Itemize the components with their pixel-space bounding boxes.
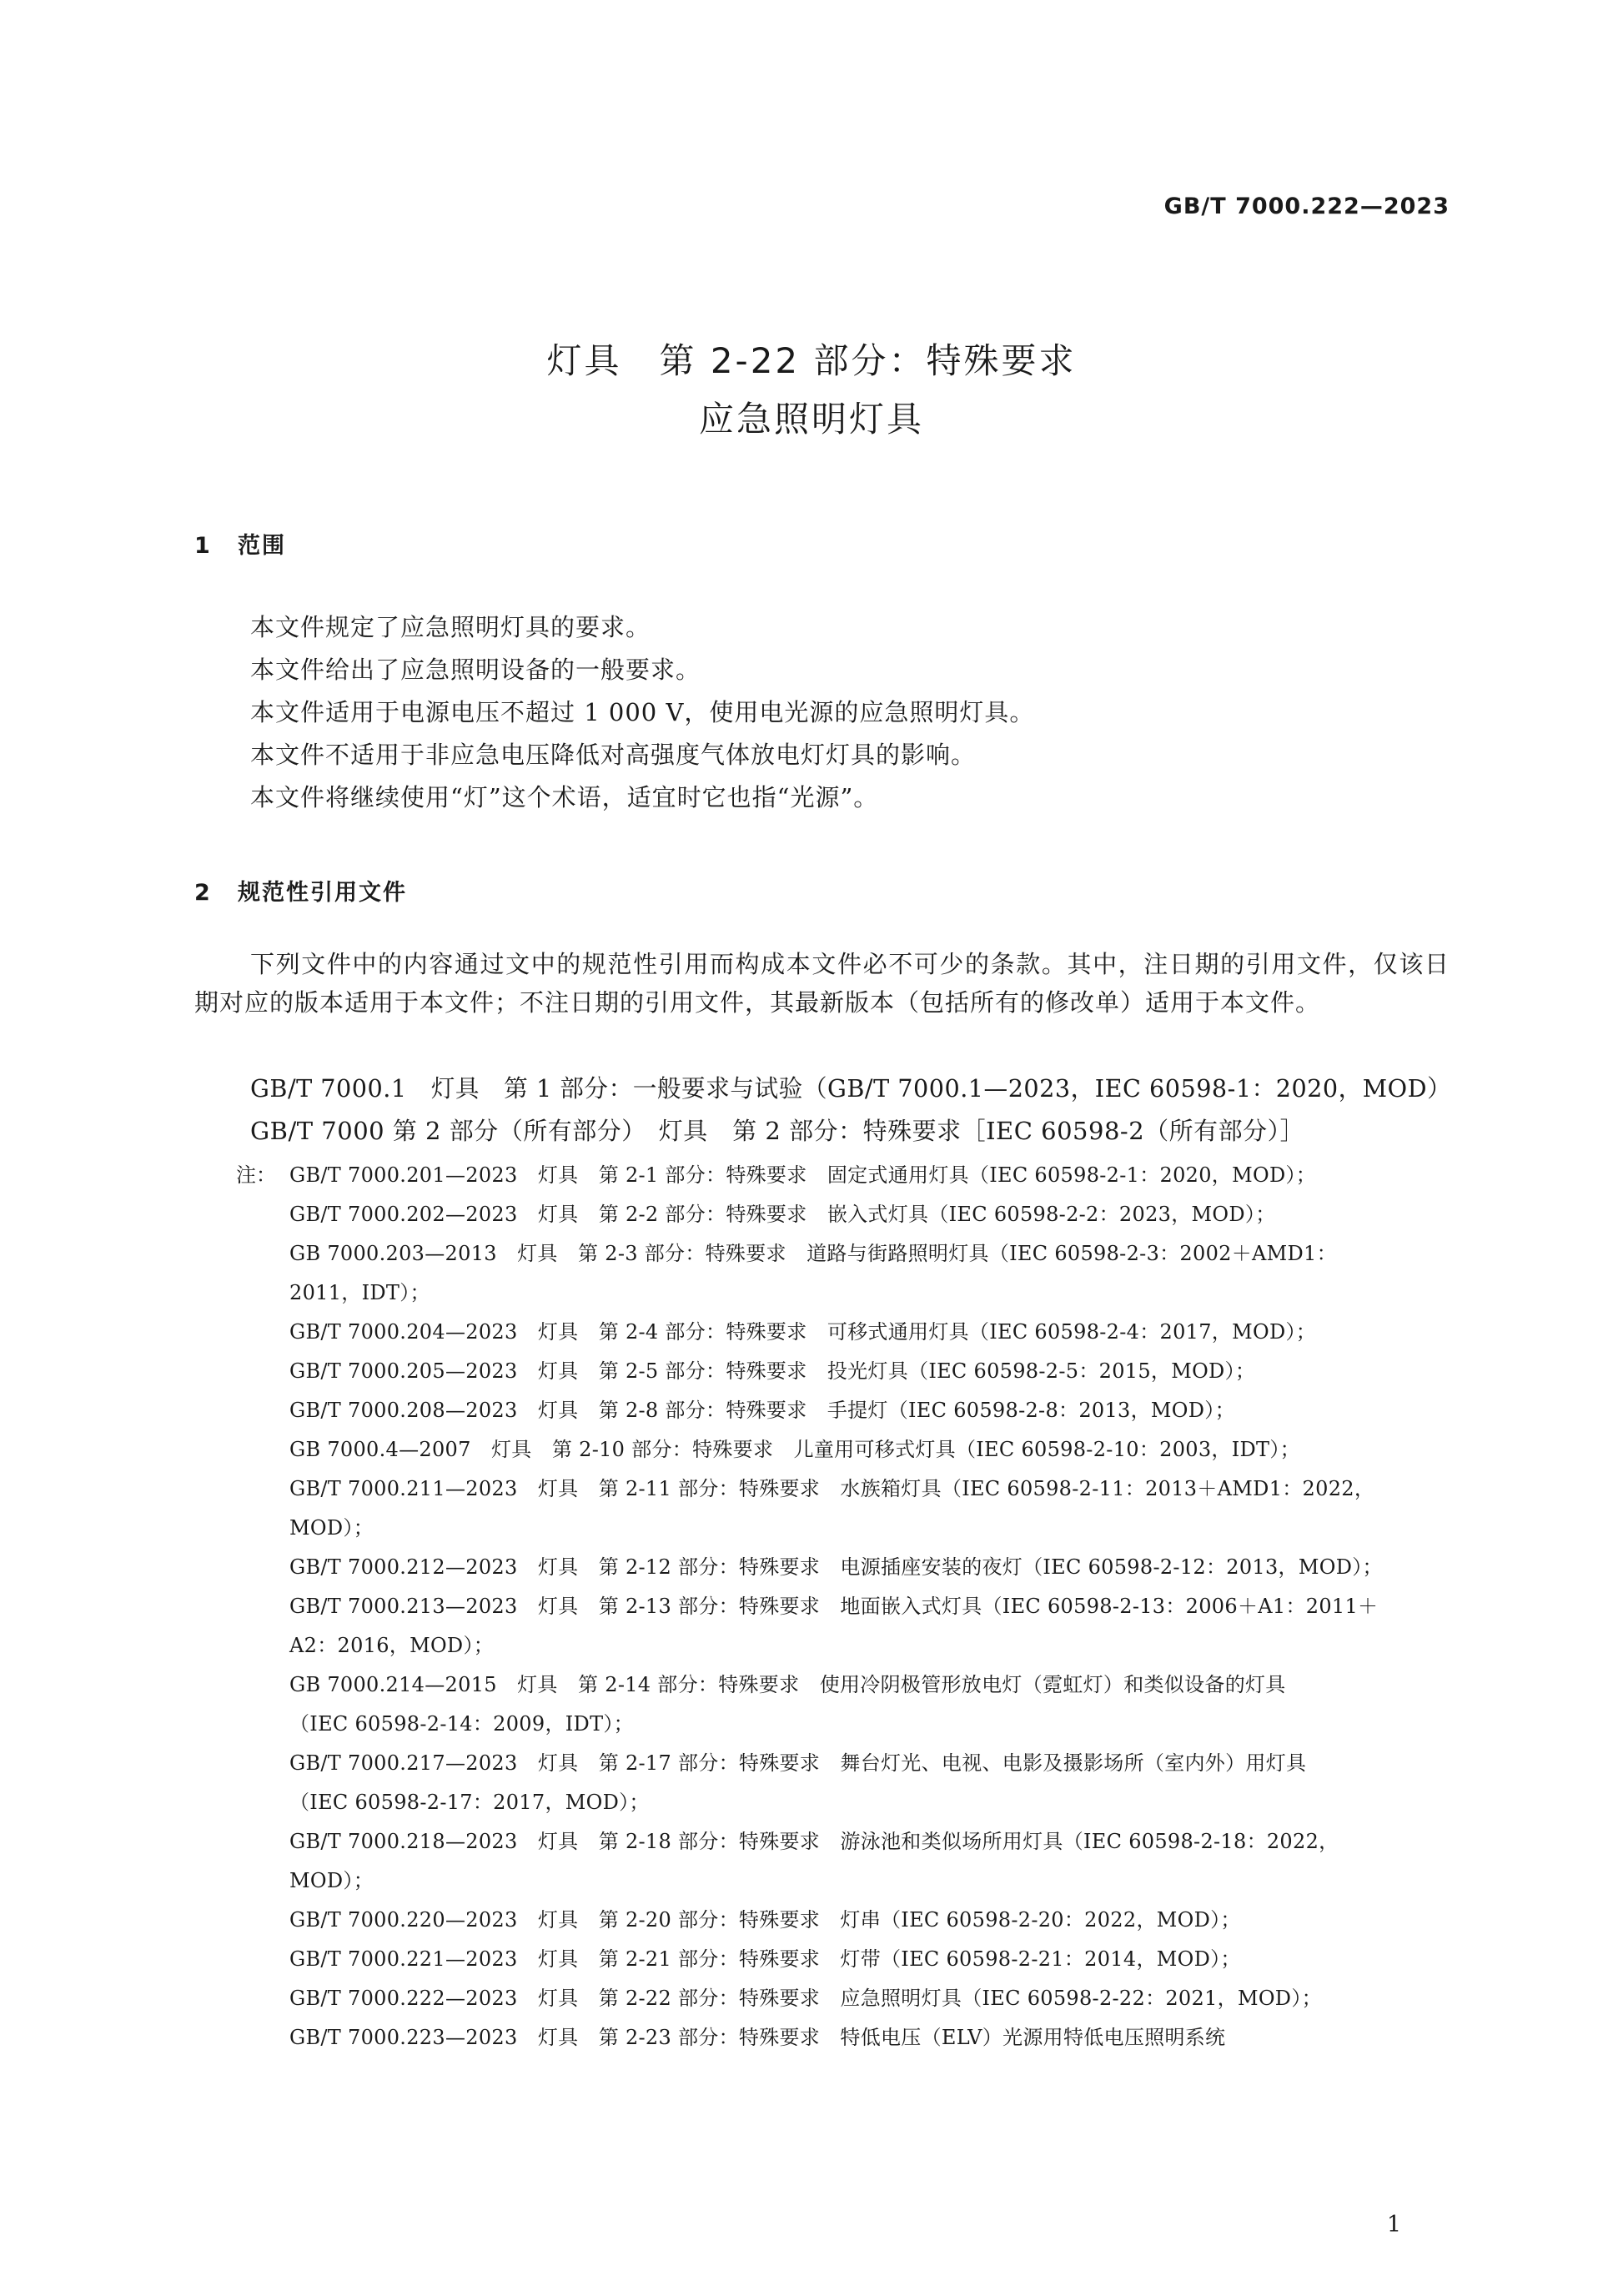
note-line: GB/T 7000.208—2023 灯具 第 2-8 部分：特殊要求 手提灯（IEC 60598-2-8：2013，MOD）； bbox=[289, 1399, 1235, 1422]
section-1-number: 1 bbox=[194, 533, 212, 559]
note-line: GB/T 7000.217—2023 灯具 第 2-17 部分：特殊要求 舞台灯光、电视、电影及摄影场所（室内外）用灯具 bbox=[289, 1751, 1307, 1775]
note-line: GB/T 7000.211—2023 灯具 第 2-11 部分：特殊要求 水族箱灯具（IEC 60598-2-11：2013＋AMD1：2022， bbox=[289, 1477, 1375, 1500]
section-2-number: 2 bbox=[194, 880, 212, 906]
note-line: GB 7000.214—2015 灯具 第 2-14 部分：特殊要求 使用冷阴极管形放电灯（霓虹灯）和类似设备的灯具 bbox=[289, 1673, 1286, 1696]
note-line: GB/T 7000.218—2023 灯具 第 2-18 部分：特殊要求 游泳池和类似场所用灯具（IEC 60598-2-18：2022， bbox=[289, 1830, 1339, 1853]
note-line: （IEC 60598-2-14：2009，IDT）； bbox=[289, 1712, 634, 1736]
section-1-title: 范围 bbox=[238, 533, 286, 559]
scope-paragraph: 本文件给出了应急照明设备的一般要求。 bbox=[250, 656, 701, 684]
document-title-line1: 灯具 第 2-22 部分：特殊要求 bbox=[546, 340, 1077, 381]
note-line: GB/T 7000.213—2023 灯具 第 2-13 部分：特殊要求 地面嵌入式灯具（IEC 60598-2-13：2006＋A1：2011＋ bbox=[289, 1595, 1379, 1618]
note-line: GB/T 7000.212—2023 灯具 第 2-12 部分：特殊要求 电源插座安装的夜灯（IEC 60598-2-12：2013，MOD）； bbox=[289, 1555, 1383, 1579]
section-2-title: 规范性引用文件 bbox=[238, 880, 407, 906]
note-line: GB 7000.203—2013 灯具 第 2-3 部分：特殊要求 道路与街路照明灯具（IEC 60598-2-3：2002＋AMD1： bbox=[289, 1242, 1337, 1265]
note-line: MOD）； bbox=[289, 1516, 374, 1540]
note-line: GB/T 7000.202—2023 灯具 第 2-2 部分：特殊要求 嵌入式灯具（IEC 60598-2-2：2023，MOD）； bbox=[289, 1203, 1276, 1226]
scope-paragraph: 本文件规定了应急照明灯具的要求。 bbox=[250, 613, 651, 641]
scope-paragraph: 本文件适用于电源电压不超过 1 000 V，使用电光源的应急照明灯具。 bbox=[250, 698, 1035, 726]
note-line: GB/T 7000.204—2023 灯具 第 2-4 部分：特殊要求 可移式通用灯具（IEC 60598-2-4：2017，MOD）； bbox=[289, 1320, 1317, 1344]
note-line: GB/T 7000.221—2023 灯具 第 2-21 部分：特殊要求 灯带（IEC 60598-2-21：2014，MOD）； bbox=[289, 1947, 1241, 1971]
section-1-heading bbox=[194, 527, 286, 560]
note-line: （IEC 60598-2-17：2017，MOD）； bbox=[289, 1791, 650, 1814]
scope-paragraph: 本文件不适用于非应急电压降低对高强度气体放电灯灯具的影响。 bbox=[250, 741, 977, 769]
note-line: GB/T 7000.222—2023 灯具 第 2-22 部分：特殊要求 应急照明灯具（IEC 60598-2-22：2021，MOD）； bbox=[289, 1987, 1322, 2010]
page-number: 1 bbox=[1386, 2212, 1401, 2238]
note-line: GB/T 7000.201—2023 灯具 第 2-1 部分：特殊要求 固定式通用灯具（IEC 60598-2-1：2020，MOD）； bbox=[289, 1163, 1317, 1187]
reference-item: GB/T 7000.1 灯具 第 1 部分：一般要求与试验（GB/T 7000.1—2023，IEC 60598-1：2020，MOD） bbox=[250, 1074, 1452, 1103]
scope-paragraph: 本文件将继续使用“灯”这个术语，适宜时它也指“光源”。 bbox=[250, 783, 879, 811]
reference-item: GB/T 7000 第 2 部分（所有部分） 灯具 第 2 部分：特殊要求［IEC 60598-2（所有部分）］ bbox=[250, 1117, 1305, 1145]
note-line: GB/T 7000.220—2023 灯具 第 2-20 部分：特殊要求 灯串（IEC 60598-2-20：2022，MOD）； bbox=[289, 1908, 1241, 1932]
note-line: MOD）； bbox=[289, 1869, 374, 1892]
section-2-heading bbox=[194, 874, 407, 907]
note-line: GB/T 7000.223—2023 灯具 第 2-23 部分：特殊要求 特低电压（ELV）光源用特低电压照明系统 bbox=[289, 2026, 1226, 2049]
note-line: GB 7000.4—2007 灯具 第 2-10 部分：特殊要求 儿童用可移式灯具（IEC 60598-2-10：2003，IDT）； bbox=[289, 1438, 1300, 1461]
references-intro: 下列文件中的内容通过文中的规范性引用而构成本文件必不可少的条款。其中，注日期的引用文件，仅该日期对应的版本适用于本文件；不注日期的引用文件，其最新版本（包括所有的修改单）适用于本文件。 bbox=[194, 950, 1450, 1017]
note-label: 注： bbox=[236, 1163, 276, 1187]
note-line: GB/T 7000.205—2023 灯具 第 2-5 部分：特殊要求 投光灯具（IEC 60598-2-5：2015，MOD）； bbox=[289, 1359, 1256, 1383]
note-line: 2011，IDT）； bbox=[289, 1281, 430, 1304]
document-title-line2: 应急照明灯具 bbox=[698, 399, 924, 440]
note-line: A2：2016，MOD）； bbox=[289, 1634, 495, 1657]
standard-number: GB/T 7000.222—2023 bbox=[1163, 193, 1450, 219]
